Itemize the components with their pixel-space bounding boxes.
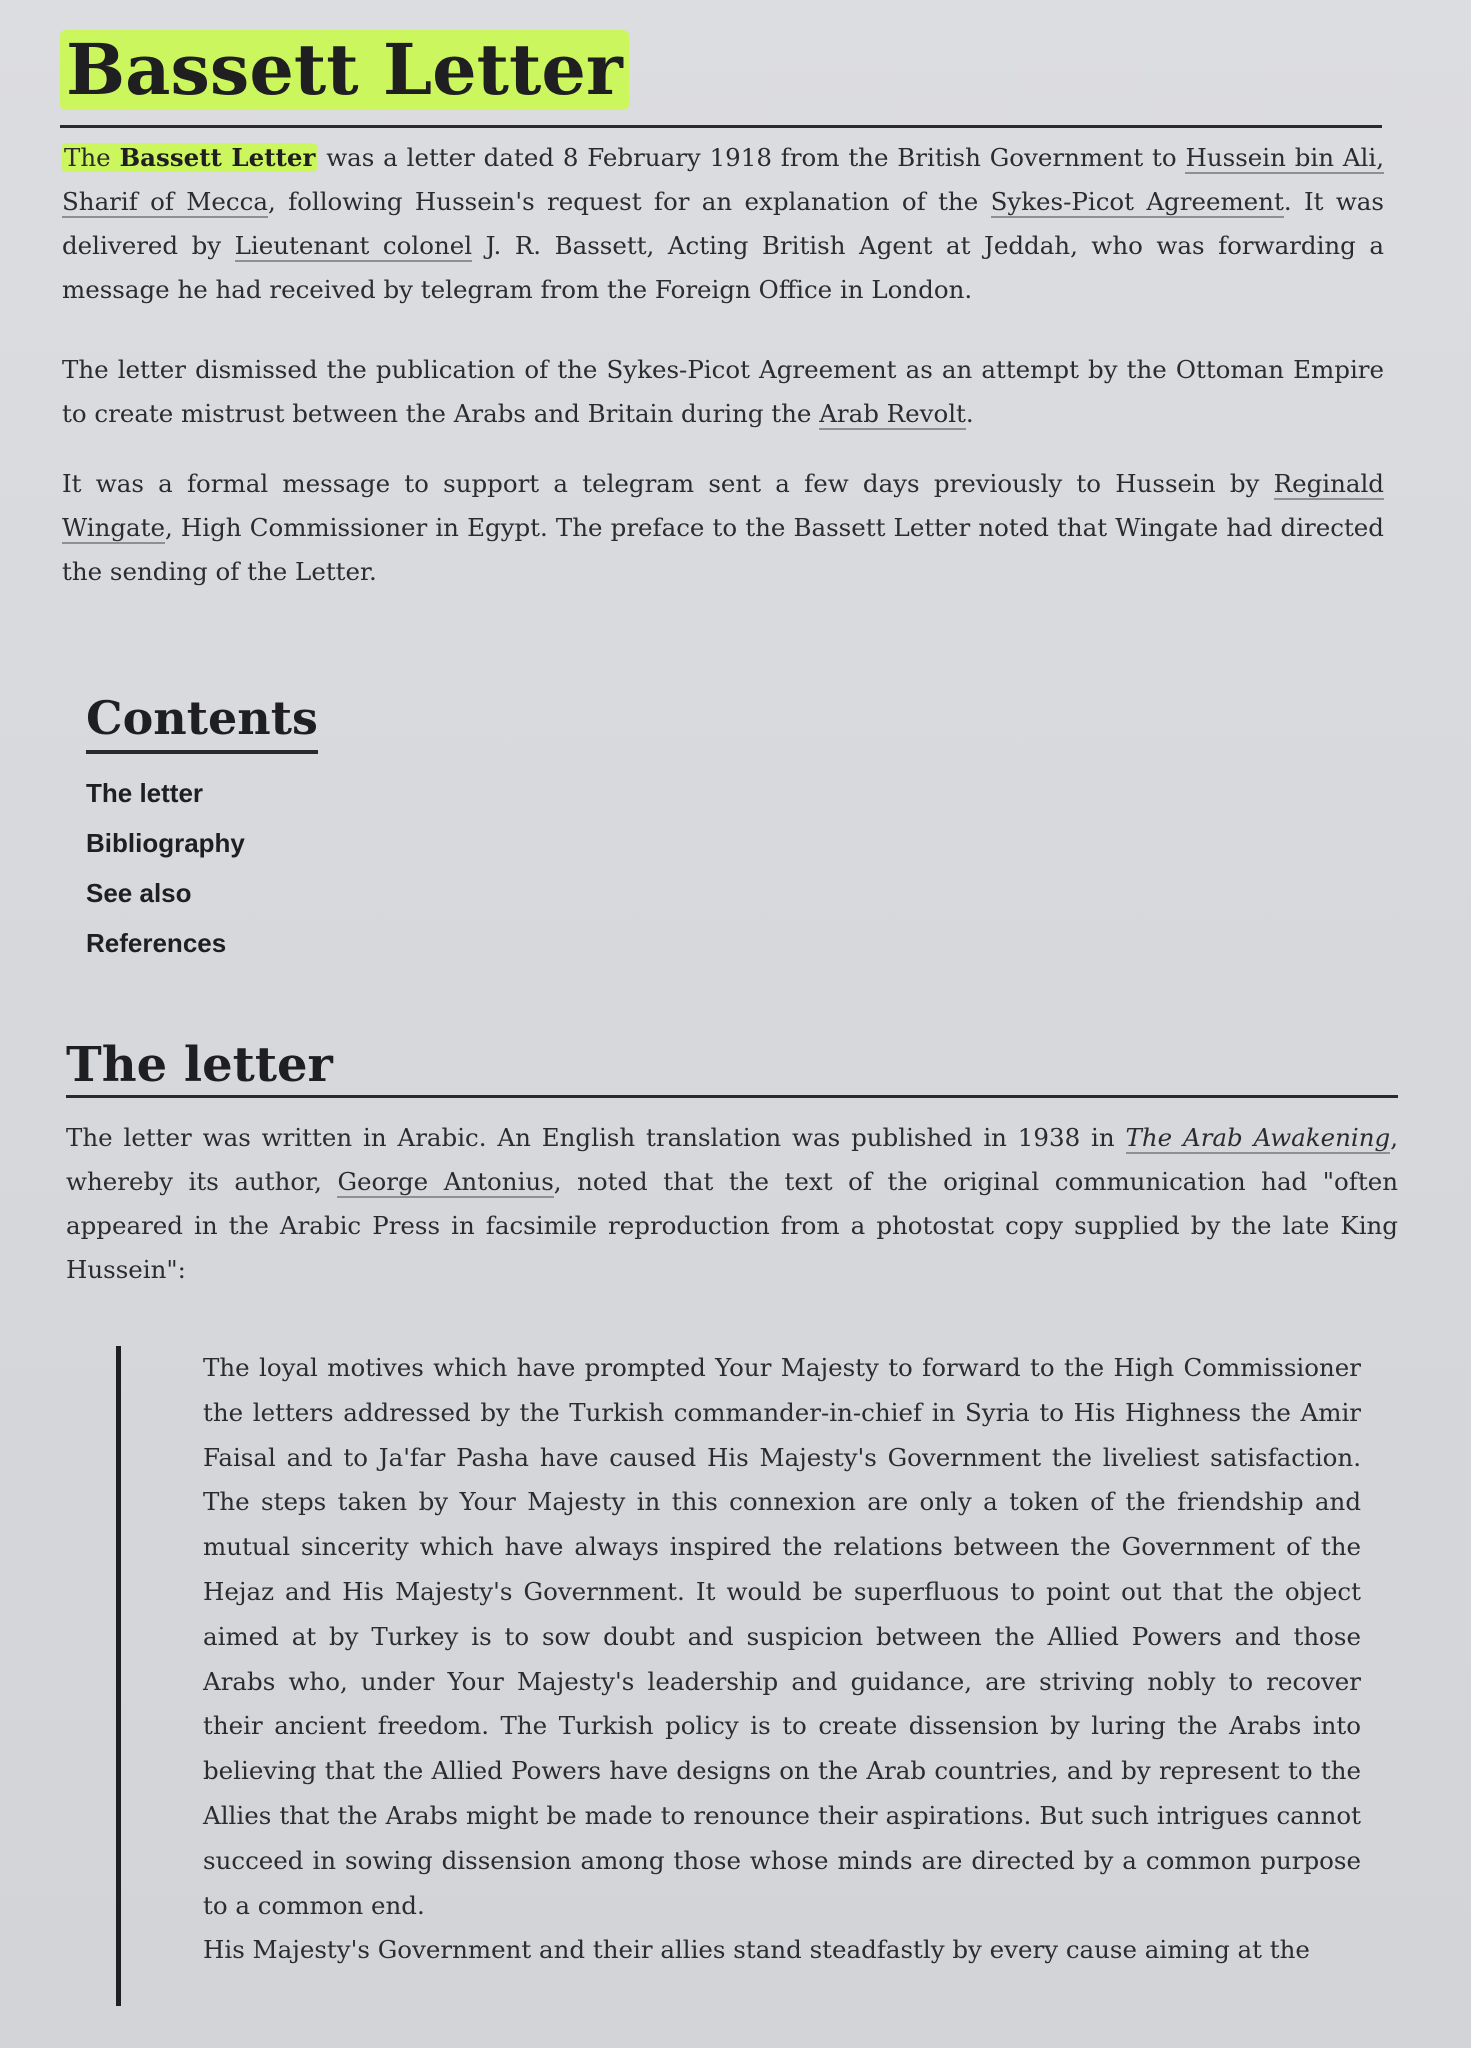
toc-list — [86, 768, 318, 968]
letter-blockquote — [116, 1346, 1361, 2006]
link-sykes-picot[interactable]: Sykes-Picot Agreement — [990, 187, 1284, 216]
toc-item-bibliography[interactable]: Bibliography — [86, 828, 245, 858]
lead-text-4: J. R. Bassett, Acting British Agent at Jeddah, who was forwarding a message he had received by telegram from the Foreign Office in London. — [62, 231, 1384, 304]
link-george-antonius[interactable]: George Antonius — [337, 1167, 554, 1196]
link-arab-revolt[interactable]: Arab Revolt — [819, 399, 966, 428]
title-divider — [60, 125, 1382, 128]
lead-bold-term: Bassett Letter — [119, 143, 316, 172]
page-title: Bassett Letter — [60, 30, 629, 110]
toc-item-see-also[interactable]: See also — [86, 878, 192, 908]
lead-text-3: . It was delivered by — [62, 187, 1384, 260]
link-arab-awakening[interactable]: The Arab Awakening — [1125, 1123, 1391, 1152]
toc-item-the-letter[interactable]: The letter — [86, 778, 204, 808]
quote-paragraph-1: The loyal motives which have prompted Your Majesty to forward to the High Commissioner the letters addressed by the Turkish commander-in-chief in Syria to His Highness the Amir Faisal and to Ja'far Pasha have caused His Majesty's Government the liveliest satisfaction. The steps taken by Your Majesty in this connexion are only a token of the friendship and mutual sincerity which have always inspired the relations between the Government of the Hejaz and His Majesty's Government. It would be superfluous to point out that the object aimed at by Turkey is to sow doubt and suspicion between the Allied Powers and those Arabs who, under Your Majesty's leadership and guidance, are striving nobly to recover their ancient freedom. The Turkish policy is to create dissension by luring the Arabs into believing that the Allied Powers have designs on the Arab countries, and by represent to the Allies that the Arabs might be made to renounce their aspirations. But such intrigues cannot succeed in sowing dissension among those whose minds are directed by a common purpose to a common end. — [203, 1353, 1361, 1920]
link-reginald-wingate[interactable]: Reginald Wingate — [62, 469, 1384, 542]
lead-text-2: , following Hussein's request for an explanation of the — [267, 187, 991, 216]
paragraph-3 — [62, 462, 1384, 594]
table-of-contents — [86, 688, 318, 968]
link-lieutenant-colonel[interactable]: Lieutenant colonel — [234, 231, 473, 260]
quote-paragraph-2: His Majesty's Government and their allies stand steadfastly by every cause aiming at the — [203, 1935, 1310, 1965]
toc-heading: Contents — [86, 688, 318, 754]
section-text-2: , whereby its author, — [66, 1123, 1398, 1196]
lead-text-1: was a letter dated 8 February 1918 from the British Government to — [317, 143, 1186, 172]
p2-text-1: The letter dismissed the publication of the Sykes-Picot Agreement as an attempt by the Ottoman Empire to create mistrust between the Arabs and Britain during the — [62, 355, 1384, 428]
section-text-3: , noted that the text of the original communication had "often appeared in the Arabic Press in facsimile reproduction from a photostat copy supplied by the late King Hussein": — [66, 1167, 1398, 1284]
lead-paragraph — [62, 136, 1384, 312]
p3-text-1: It was a formal message to support a telegram sent a few days previously to Hussein by — [62, 469, 1274, 498]
paragraph-2 — [62, 348, 1384, 436]
section-paragraph — [66, 1116, 1398, 1292]
toc-item-references[interactable]: References — [86, 928, 227, 958]
p2-text-2: . — [965, 399, 974, 428]
section-text-1: The letter was written in Arabic. An English translation was published in 1938 in — [66, 1123, 1126, 1152]
section-heading-the-letter: The letter — [66, 1037, 333, 1093]
lead-highlight — [62, 143, 317, 172]
title-wrap — [60, 30, 1382, 110]
link-hussein[interactable]: Hussein bin Ali, Sharif of Mecca — [62, 143, 1384, 216]
p3-text-2: , High Commissioner in Egypt. The preface to the Bassett Letter noted that Wingate had directed the sending of the Letter. — [62, 513, 1384, 586]
section-divider — [66, 1095, 1398, 1098]
lead-intro-word: The — [64, 143, 111, 172]
